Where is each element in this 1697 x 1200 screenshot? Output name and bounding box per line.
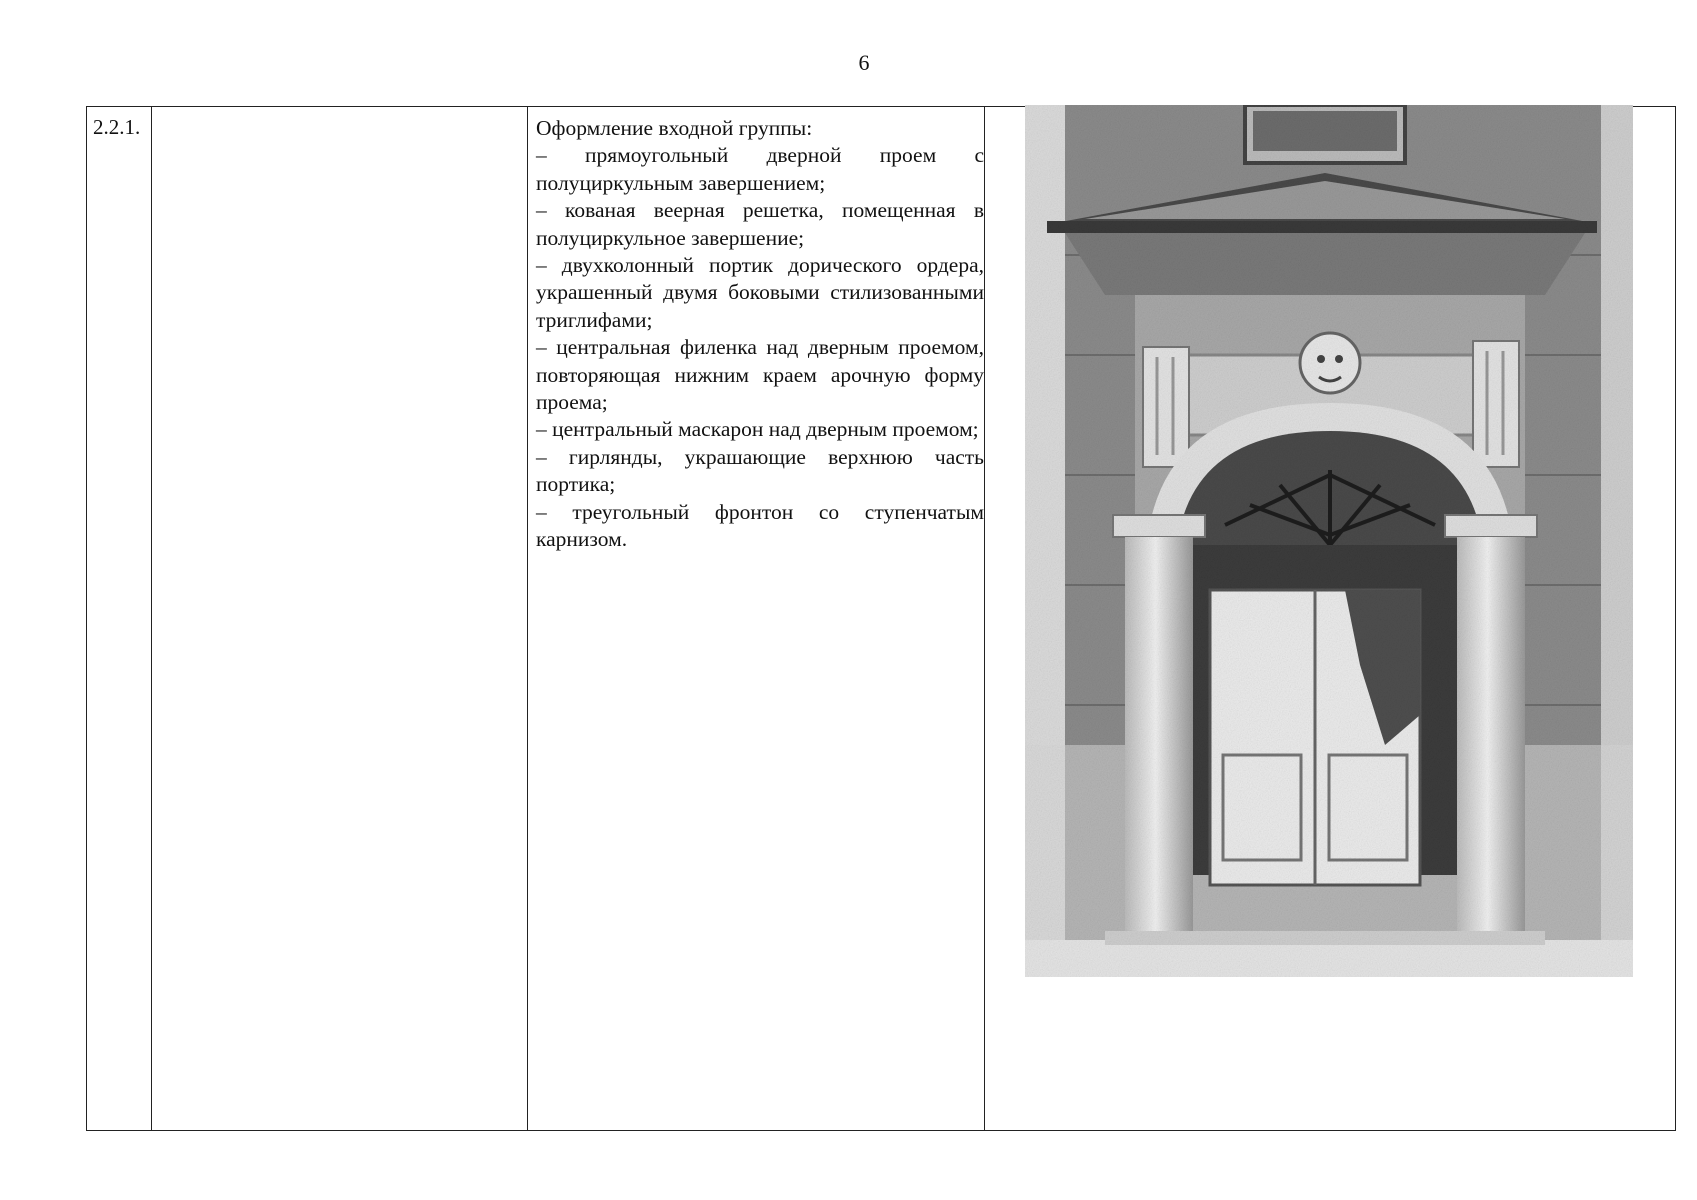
entrance-portico-image [1025, 105, 1633, 977]
description-item: – треугольный фронтон со ступенчатым карнизом. [536, 499, 984, 552]
description-item: – прямоугольный дверной проем с полуциркульным завершением; [536, 143, 984, 195]
entrance-photo [1025, 105, 1633, 977]
description-item: – центральный маскарон над дверным проемом; [536, 417, 979, 442]
description-cell [536, 115, 984, 554]
row-number: 2.2.1. [93, 115, 141, 139]
description-item: – кованая веерная решетка, помещенная в полуциркульное завершение; [536, 198, 984, 250]
column-divider [984, 107, 985, 1130]
document-table [86, 106, 1676, 1131]
column-divider [527, 107, 528, 1130]
description-item: – центральная филенка над дверным проемом, повторяющая нижним краем арочную форму проема; [536, 335, 984, 415]
description-item: – гирлянды, украшающие верхнюю часть портика; [536, 444, 984, 497]
page-number: 6 [858, 50, 870, 75]
description-item: – двухколонный портик дорического ордера, украшенный двумя боковыми стилизованными триглифами; [536, 253, 984, 332]
description-title: Оформление входной группы: [536, 116, 813, 140]
column-divider [151, 107, 152, 1130]
